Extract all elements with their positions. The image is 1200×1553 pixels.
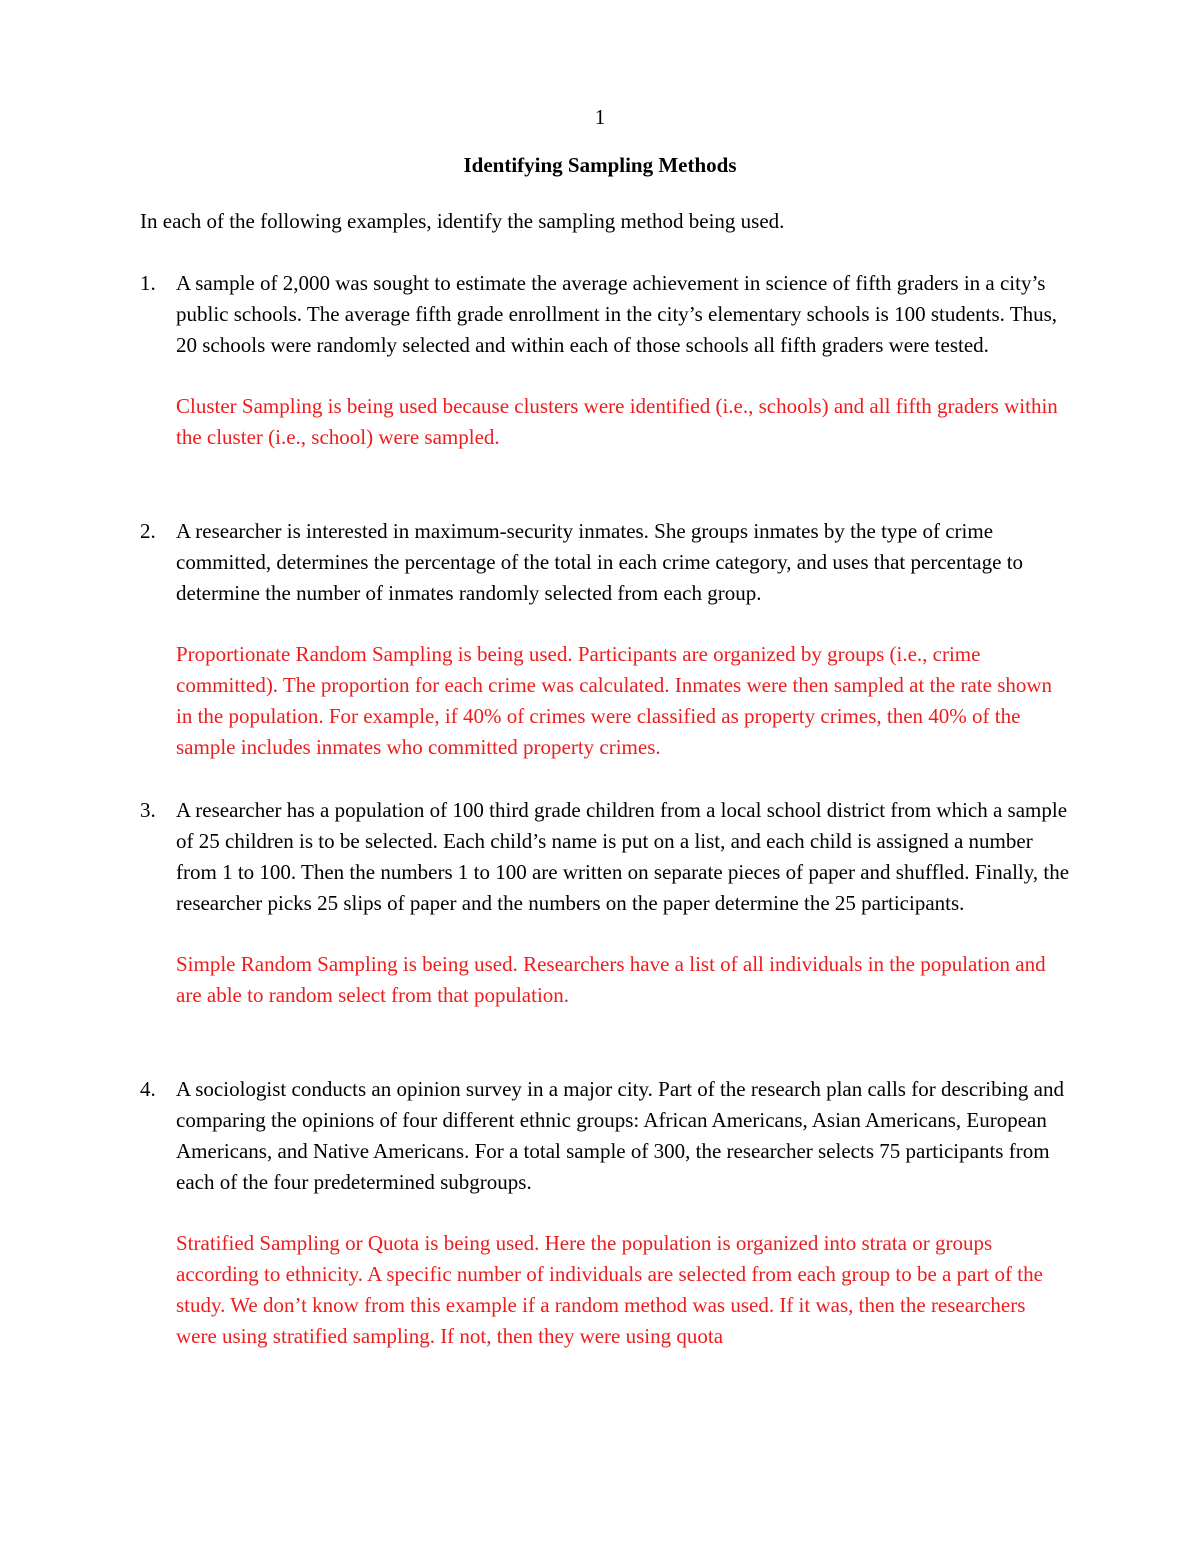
question-number: 1. (140, 271, 156, 295)
question-1 (140, 268, 1070, 453)
answer-text: Simple Random Sampling is being used. Researchers have a list of all individuals in the population and are able to random select from that population. (176, 952, 1046, 1007)
question-text: A sample of 2,000 was sought to estimate the average achievement in science of fifth graders in a city’s public schools. The average fifth grade enrollment in the city’s elementary schools is 100 students. Thus, 20 schools were randomly selected and within each of those schools all fifth graders were tested. (176, 271, 1058, 357)
answer-text: Cluster Sampling is being used because clusters were identified (i.e., schools) and all fifth graders within the cluster (i.e., school) were sampled. (176, 394, 1058, 449)
page-number: 1 (594, 105, 606, 129)
answer-text: Proportionate Random Sampling is being used. Participants are organized by groups (i.e., crime committed). The proportion for each crime was calculated. Inmates were then sampled at the rate shown in the population. For example, if 40% of crimes were classified as property crimes, then 40% of the sample includes inmates who committed property crimes. (176, 642, 1053, 759)
question-number: 4. (140, 1077, 156, 1101)
intro-paragraph: In each of the following examples, identify the sampling method being used. (140, 209, 785, 233)
answer-text: Stratified Sampling or Quota is being used. Here the population is organized into strata or groups according to ethnicity. A specific number of individuals are selected from each group to be a part of the study. We don’t know from this example if a random method was used. If it was, then the researchers were using stratified sampling. If not, then they were using quota (176, 1231, 1043, 1348)
question-number: 3. (140, 798, 156, 822)
question-text: A researcher is interested in maximum-security inmates. She groups inmates by the type of crime committed, determines the percentage of the total in each crime category, and uses that percentage to determine the number of inmates randomly selected from each group. (176, 519, 1024, 605)
document-title: Identifying Sampling Methods (463, 153, 737, 177)
question-number: 2. (140, 519, 156, 543)
question-text: A researcher has a population of 100 third grade children from a local school district from which a sample of 25 children is to be selected. Each child’s name is put on a list, and each child is assigned a number from 1 to 100. Then the numbers 1 to 100 are written on separate pieces of paper and shuffled. Finally, the researcher picks 25 slips of paper and the numbers on the paper determine the 25 participants. (176, 798, 1070, 915)
question-3 (140, 795, 1070, 1011)
question-text: A sociologist conducts an opinion survey in a major city. Part of the research plan calls for describing and comparing the opinions of four different ethnic groups: African Americans, Asian Americans, European Americans, and Native Americans. For a total sample of 300, the researcher selects 75 participants from each of the four predetermined subgroups. (176, 1077, 1064, 1194)
question-4 (140, 1074, 1070, 1352)
question-2 (140, 516, 1070, 763)
